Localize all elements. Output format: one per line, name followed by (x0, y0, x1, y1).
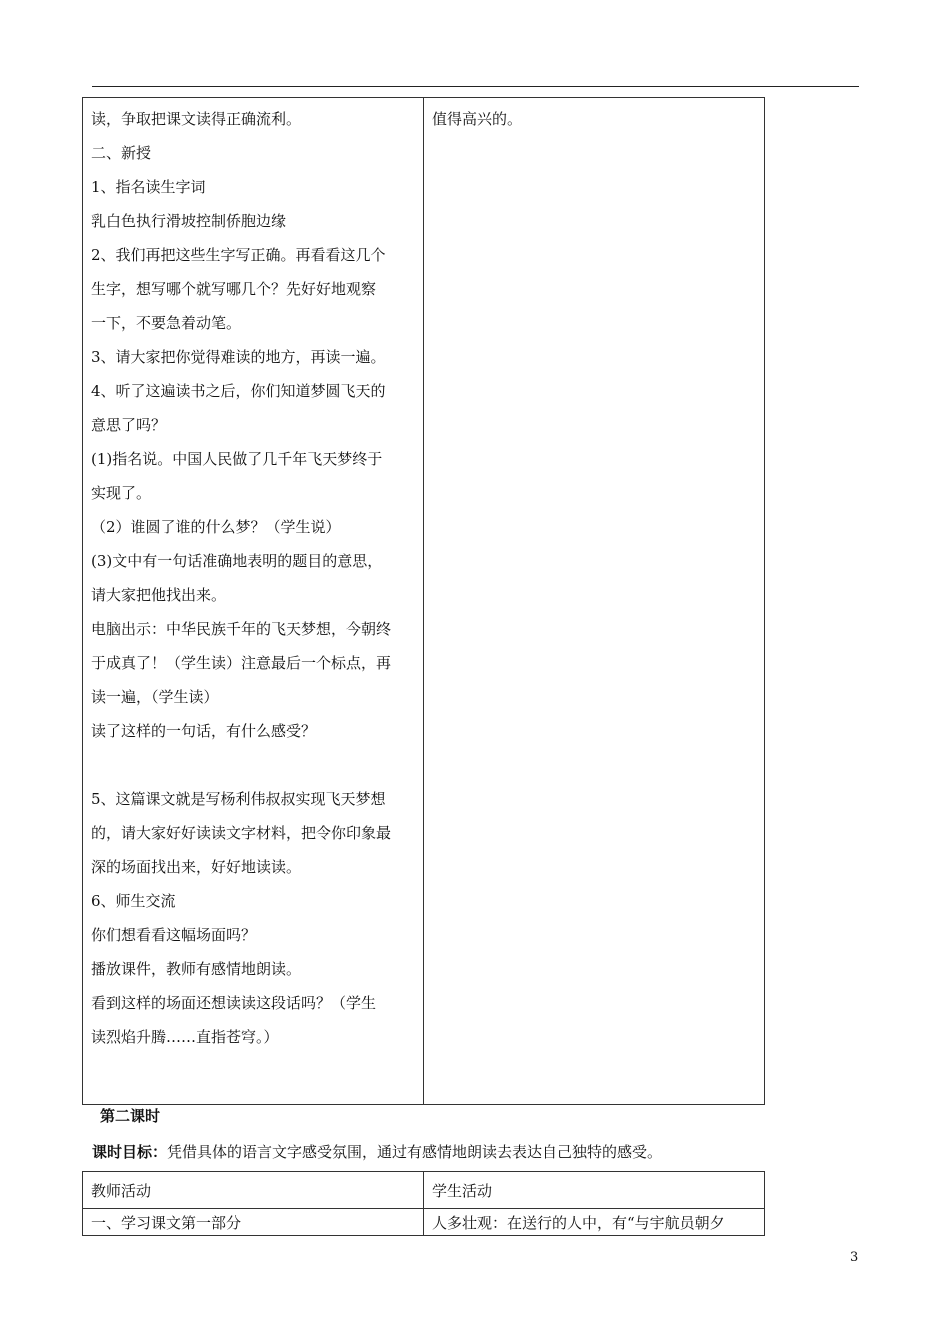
text-line: 电脑出示：中华民族千年的飞天梦想，今朝终 (91, 620, 392, 638)
text-line: 3、请大家把你觉得难读的地方，再读一遍。 (91, 348, 386, 366)
lesson-objective (92, 1140, 662, 1164)
text-line: 请大家把他找出来。 (91, 586, 227, 604)
objective-text: 凭借具体的语言文字感受氛围，通过有感情地朗读去表达自己独特的感受。 (167, 1143, 663, 1161)
text-line: 值得高兴的。 (432, 110, 523, 128)
student-activity-text (424, 98, 764, 136)
text-line: 的，请大家好好读读文字材料，把令你印象最 (91, 824, 392, 842)
text-line: 实现了。 (91, 484, 152, 502)
text-line: 读，争取把课文读得正确流利。 (91, 110, 302, 128)
text-line: (3)文中有一句话准确地表明的题目的意思， (91, 552, 383, 570)
text-line: 读了这样的一句话，有什么感受？ (91, 722, 317, 740)
text-line (91, 748, 415, 782)
text-line: 于成真了！（学生读）注意最后一个标点，再 (91, 654, 392, 672)
text-line: 意思了吗？ (91, 416, 167, 434)
text-line: 看到这样的场面还想读读这段话吗？（学生 (91, 994, 377, 1012)
page-number: 3 (850, 1250, 859, 1265)
text-line: 6、师生交流 (91, 892, 176, 910)
table-header-row (83, 1172, 765, 1209)
header-teacher-activity: 教师活动 (83, 1172, 424, 1209)
header-rule (92, 86, 859, 87)
table-cell: 一、学习课文第一部分 (83, 1209, 424, 1236)
text-line: （2）谁圆了谁的什么梦？（学生说） (91, 518, 341, 536)
teacher-activity-text (83, 98, 423, 1054)
teacher-activity-cell (83, 98, 424, 1105)
text-line: 乳白色执行滑坡控制侨胞边缘 (91, 212, 287, 230)
text-line: 二、新授 (91, 144, 152, 162)
text-line: 5、这篇课文就是写杨利伟叔叔实现飞天梦想 (91, 790, 386, 808)
text-line: (1)指名说。中国人民做了几千年飞天梦终于 (91, 450, 383, 468)
table-row (83, 98, 765, 1105)
text-line: 1、指名读生字词 (91, 178, 206, 196)
text-line: 读一遍，（学生读） (91, 688, 219, 706)
text-line: 读烈焰升腾……直指苍穹。） (91, 1028, 279, 1046)
header-student-activity: 学生活动 (424, 1172, 765, 1209)
objective-label: 课时目标： (92, 1143, 168, 1161)
text-line: 4、听了这遍读书之后，你们知道梦圆飞天的 (91, 382, 386, 400)
text-line: 播放课件，教师有感情地朗读。 (91, 960, 302, 978)
text-line: 2、我们再把这些生字写正确。再看看这几个 (91, 246, 386, 264)
text-line: 一下，不要急着动笔。 (91, 314, 242, 332)
activity-table (82, 1171, 765, 1236)
section-heading: 第二课时 (100, 1107, 161, 1125)
student-activity-cell (424, 98, 765, 1105)
text-line: 生字，想写哪个就写哪几个？先好好地观察 (91, 280, 377, 298)
table-cell: 人多壮观：在送行的人中，有“与宇航员朝夕 (424, 1209, 765, 1236)
text-line: 深的场面找出来，好好地读读。 (91, 858, 302, 876)
lesson-table (82, 97, 765, 1105)
table-row (83, 1209, 765, 1236)
text-line: 你们想看看这幅场面吗？ (91, 926, 257, 944)
